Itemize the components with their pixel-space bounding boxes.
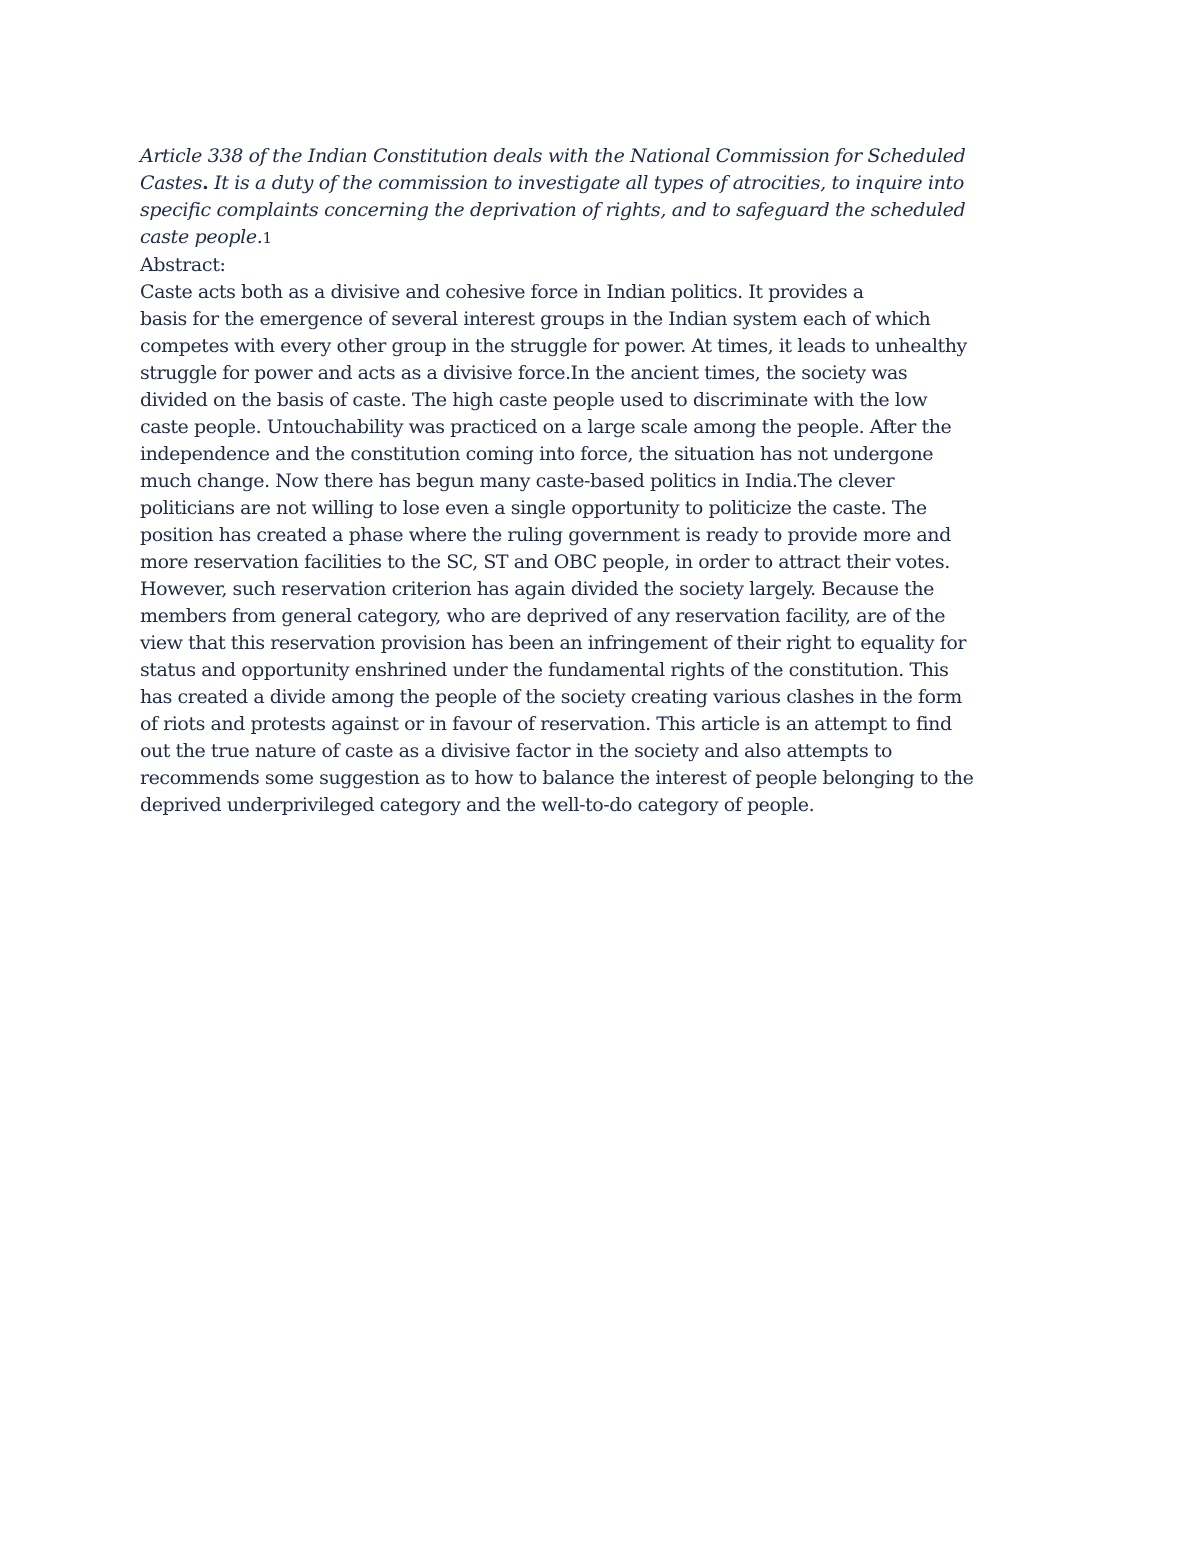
abstract-line: members from general category, who are deprived of any reservation facility, are of the bbox=[140, 605, 946, 627]
abstract-line: view that this reservation provision has been an infringement of their right to equality for bbox=[140, 632, 966, 654]
abstract-line: has created a divide among the people of the society creating various clashes in the form bbox=[140, 686, 962, 708]
abstract-line: of riots and protests against or in favour of reservation. This article is an attempt to find bbox=[140, 713, 952, 735]
abstract-line: deprived underprivileged category and the well-to-do category of people. bbox=[140, 794, 815, 816]
abstract-line: caste people. Untouchability was practiced on a large scale among the people. After the bbox=[140, 416, 952, 438]
intro-paragraph bbox=[140, 143, 1000, 252]
abstract-line: more reservation facilities to the SC, ST and OBC people, in order to attract their votes. bbox=[140, 551, 950, 573]
abstract-line: struggle for power and acts as a divisive force.In the ancient times, the society was bbox=[140, 362, 908, 384]
abstract-line: However, such reservation criterion has again divided the society largely. Because the bbox=[140, 578, 934, 600]
intro-text-part1: Article 338 of the Indian Constitution deals with the National Commission for Scheduled Castes bbox=[140, 145, 966, 194]
abstract-line: Caste acts both as a divisive and cohesive force in Indian politics. It provides a bbox=[140, 281, 864, 303]
document-content bbox=[140, 143, 1000, 819]
intro-text-part2: It is a duty of the commission to investigate all types of atrocities, to inquire into specific complaints concerning the deprivation of rights, and to safeguard the scheduled caste people bbox=[140, 172, 966, 248]
abstract-line: basis for the emergence of several interest groups in the Indian system each of which bbox=[140, 308, 931, 330]
footnote-marker: 1 bbox=[262, 229, 272, 247]
intro-end-period: . bbox=[256, 226, 263, 248]
abstract-line: independence and the constitution coming into force, the situation has not undergone bbox=[140, 443, 934, 465]
abstract-line: competes with every other group in the struggle for power. At times, it leads to unhealthy bbox=[140, 335, 967, 357]
abstract-line: recommends some suggestion as to how to balance the interest of people belonging to the bbox=[140, 767, 974, 789]
intro-bold-period: . bbox=[202, 172, 209, 194]
abstract-line: out the true nature of caste as a divisive factor in the society and also attempts to bbox=[140, 740, 893, 762]
abstract-body bbox=[140, 279, 1000, 819]
abstract-line: politicians are not willing to lose even a single opportunity to politicize the caste. The bbox=[140, 497, 927, 519]
abstract-line: status and opportunity enshrined under the fundamental rights of the constitution. This bbox=[140, 659, 949, 681]
abstract-line: divided on the basis of caste. The high caste people used to discriminate with the low bbox=[140, 389, 928, 411]
abstract-heading: Abstract: bbox=[140, 254, 226, 276]
abstract-line: position has created a phase where the ruling government is ready to provide more and bbox=[140, 524, 951, 546]
abstract-line: much change. Now there has begun many caste-based politics in India.The clever bbox=[140, 470, 895, 492]
